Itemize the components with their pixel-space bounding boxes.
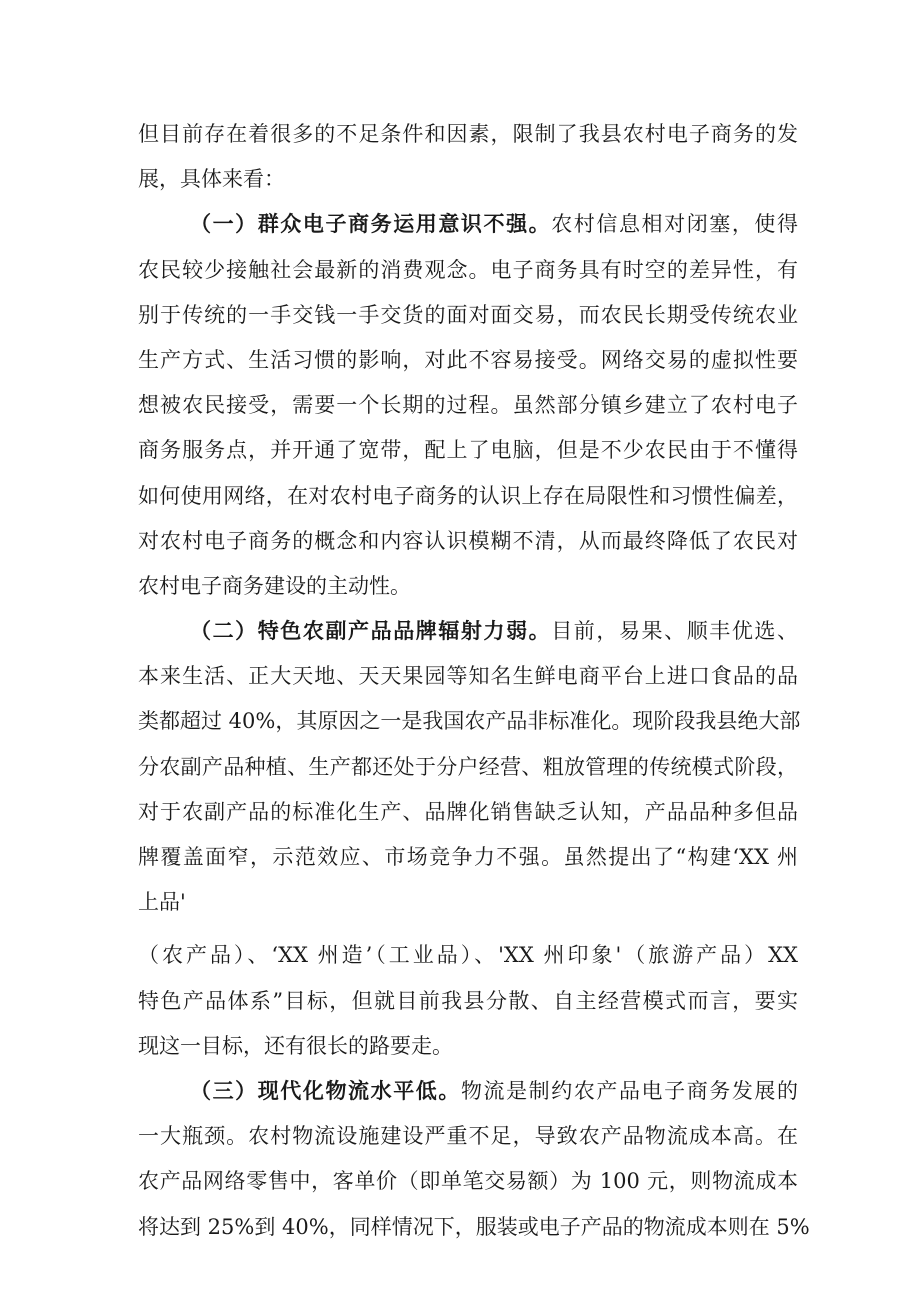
- text-line: [138, 428, 798, 473]
- line-text: 农民较少接触社会最新的消费观念。电子商务具有时空的差异性，有: [138, 257, 798, 282]
- line-text: 如何使用网络，在对农村电子商务的认识上存在局限性和习惯性偏差，: [138, 483, 798, 508]
- text-line: [138, 609, 798, 654]
- line-text: 想被农民接受，需要一个长期的过程。虽然部分镇乡建立了农村电子: [138, 393, 798, 418]
- line-text: 农村电子商务建设的主动性。: [138, 573, 411, 598]
- line-text: 物流是制约农产品电子商务发展的: [460, 1078, 799, 1103]
- text-line: [138, 790, 798, 835]
- section-heading: （一）群众电子商务运用意识不强。: [190, 212, 552, 237]
- text-line: [138, 880, 798, 925]
- text-line: [138, 745, 798, 790]
- line-text: 一大瓶颈。农村物流设施建设严重不足，导致农产品物流成本高。在: [138, 1124, 798, 1149]
- text-line: [138, 519, 798, 564]
- line-text: 现这一目标，还有很长的路要走。: [138, 1033, 453, 1058]
- line-text: 对农村电子商务的概念和内容认识模糊不清，从而最终降低了农民对: [138, 528, 798, 553]
- text-line: [138, 157, 798, 202]
- text-line: [138, 699, 801, 744]
- text-line: [138, 933, 798, 978]
- text-line: [138, 1159, 798, 1204]
- line-text: 但目前存在着很多的不足条件和因素，限制了我县农村电子商务的发: [138, 122, 798, 146]
- line-text: 特色产品体系”目标，但就目前我县分散、自主经营模式而言，要实: [138, 988, 798, 1013]
- text-line: [138, 248, 798, 293]
- line-text: 农产品网络零售中，客单价（即单笔交易额）为 100 元，则物流成本: [138, 1169, 798, 1194]
- text-line: [138, 1069, 798, 1114]
- section-heading: （三）现代化物流水平低。: [190, 1078, 461, 1103]
- text-line: [138, 202, 798, 247]
- line-text: 本来生活、正大天地、天天果园等知名生鲜电商平台上进口食品的品: [138, 664, 798, 689]
- line-text: （农产品）、‘XX 州造’（工业品）、'XX 州印象'（旅游产品）XX: [138, 943, 798, 968]
- text-line: [138, 979, 798, 1024]
- line-text: 商务服务点，并开通了宽带，配上了电脑，但是不少农民由于不懂得: [138, 438, 798, 463]
- text-line: [138, 338, 798, 383]
- line-text: 别于传统的一手交钱一手交货的面对面交易，而农民长期受传统农业: [138, 302, 798, 327]
- line-text: 上品': [138, 890, 186, 915]
- line-text: 牌覆盖面窄，示范效应、市场竞争力不强。虽然提出了“构建‘XX 州: [138, 845, 798, 869]
- line-text: 将达到 25%到 40%，同样情况下，服装或电子产品的物流成本则在 5%: [138, 1214, 810, 1239]
- line-text: 对于农副产品的标准化生产、品牌化销售缺乏认知，产品品种多但品: [138, 799, 798, 824]
- text-line: [138, 564, 798, 609]
- text-line: [138, 654, 798, 699]
- text-line: [138, 1205, 810, 1250]
- line-text: 生产方式、生活习惯的影响，对此不容易接受。网络交易的虚拟性要: [138, 347, 798, 372]
- line-text: 目前，易果、顺丰优选、: [551, 619, 799, 644]
- line-text: 展，具体来看：: [138, 167, 285, 192]
- text-line: [138, 835, 798, 880]
- line-text: 类都超过 40%，其原因之一是我国农产品非标准化。现阶段我县绝大部: [138, 709, 801, 734]
- text-line: [138, 383, 798, 428]
- line-text: 分农副产品种植、生产都还处于分户经营、粗放管理的传统模式阶段，: [138, 754, 798, 779]
- document-body: [138, 112, 810, 1250]
- text-line: [138, 293, 798, 338]
- text-line: [138, 474, 798, 519]
- text-line: [138, 1024, 798, 1069]
- text-line: [138, 112, 798, 157]
- section-heading: （二）特色农副产品品牌辐射力弱。: [190, 619, 552, 644]
- text-line: [138, 1114, 798, 1159]
- line-text: 农村信息相对闭塞，使得: [551, 212, 799, 237]
